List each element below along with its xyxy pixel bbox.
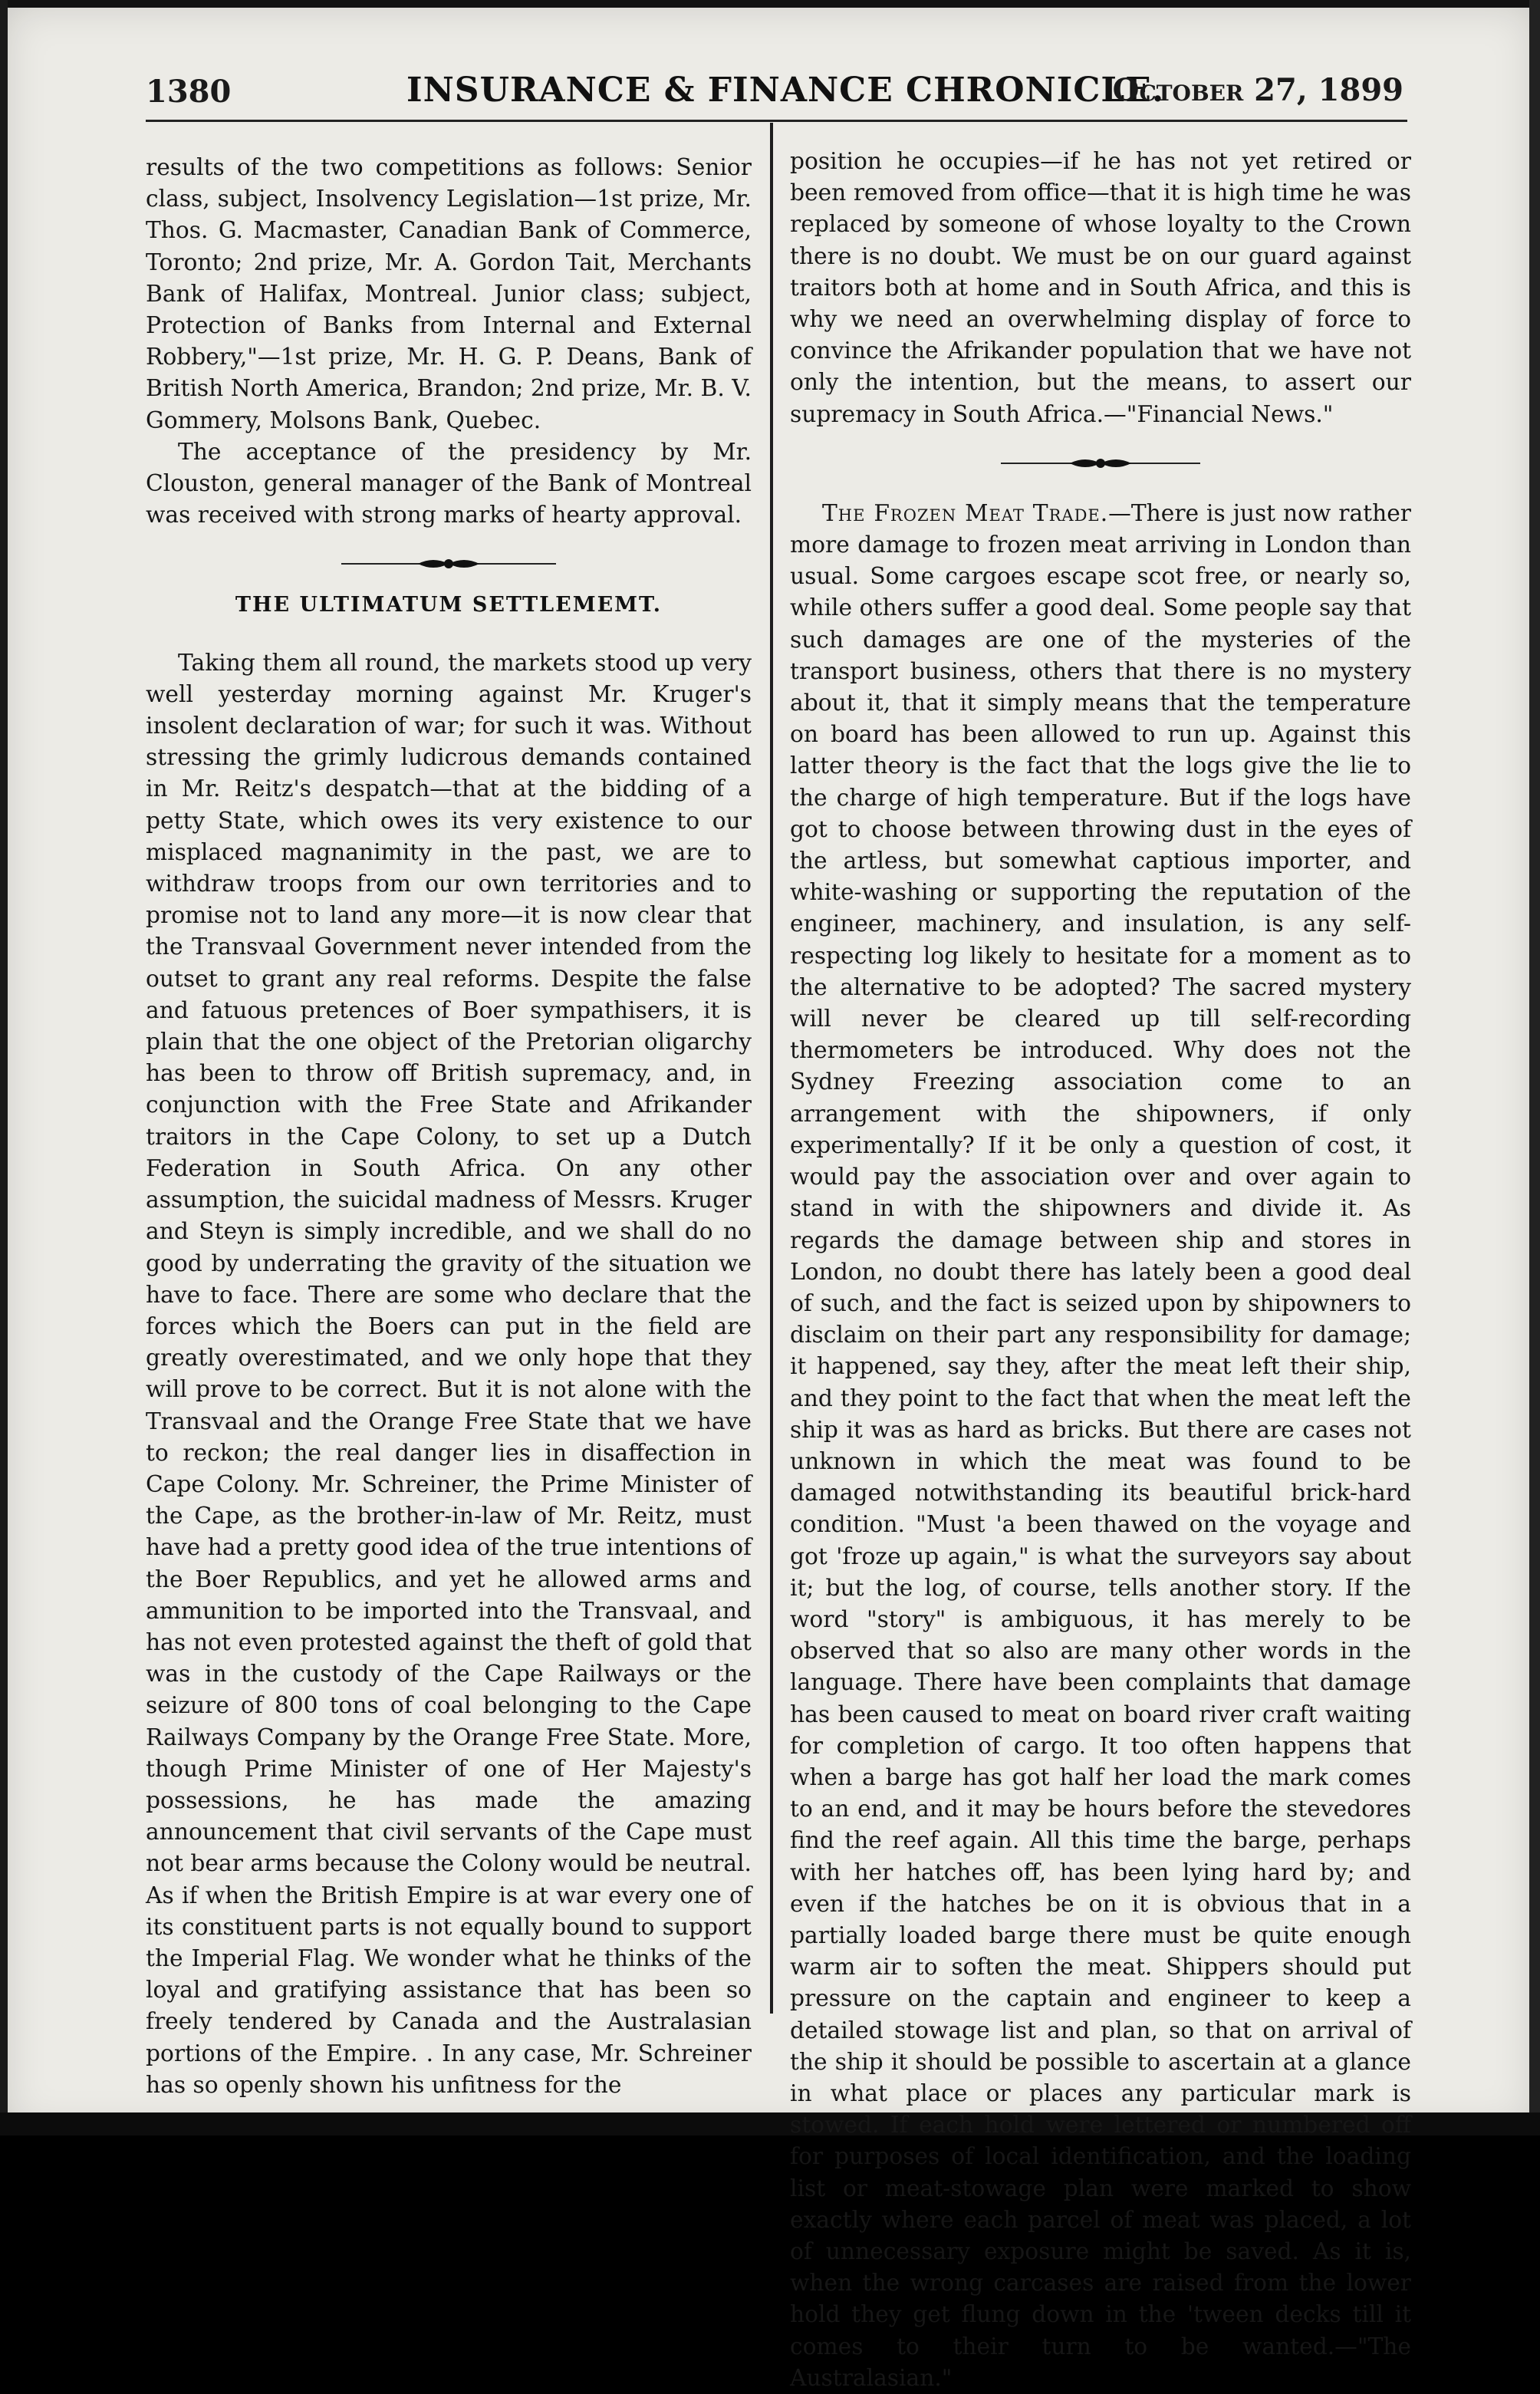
paragraph: Taking them all round, the markets stood up very well yesterday morning against Mr. Kruger's insolent declaration of war; for such it was. Without stressing the grimly ludicrous demands contained in Mr. Reitz's despatch—that at the bidding of a petty State, which owes its very existence to our misplaced magnanimity in the past, we are to withdraw troops from our own territories and to promise not to land any more—it is now clear that the Transvaal Government never intended from the outset to grant any real reforms. Despite the false and fatuous pretences of Boer sympathisers, it is plain that the one object of the Pretorian oligarchy has been to throw off British supremacy, and, in conjunction with the Free State and Afrikander traitors in the Cape Colony, to set up a Dutch Federation in South Africa. On any other assumption, the suicidal madness of Messrs. Kruger and Steyn is simply incredible, and we shall do no good by underrating the gravity of the situation we have to face. There are some who declare that the forces which the Boers can put in the field are greatly overestimated, and we only hope that they will prove to be correct. But it is not alone with the Transvaal and the Orange Free State that we have to reckon; the real danger lies in disaffection in Cape Colony. Mr. Schreiner, the Prime Minister of the Cape, as the brother-in-law of Mr. Reitz, must have had a pretty good idea of the true intentions of the Boer Republics, and yet he allowed arms and ammunition to be imported into the Transvaal, and has not even protested against the theft of gold that was in the custody of the Cape Railways or the seizure of 800 tons of coal belonging to the Cape Railways Company by the Orange Free State. More, though Prime Minister of one of Her Majesty's possessions, he has made the amazing announcement that civil servants of the Cape must not bear arms because the Colony would be neutral. As if when the British Empire is at war every one of its constituent parts is not equally bound to support the Imperial Flag. We wonder what he thinks of the loyal and gratifying assistance that has been so freely tendered by Canada and the Australasian portions of the Empire. . In any case, Mr. Schreiner has so openly shown his unfitness for the <box>146 649 752 2099</box>
paragraph: The acceptance of the presidency by Mr. Clouston, general manager of the Bank of Montreal was received with strong marks of hearty approval. <box>146 438 752 529</box>
scan-edge-right <box>1529 0 1540 2136</box>
paragraph: results of the two competitions as follows: Senior class, subject, Insolvency Legislation—1st prize, Mr. Thos. G. Macmaster, Canadian Bank of Commerce, Toronto; 2nd prize, Mr. A. Gordon Tait, Merchants Bank of Halifax, Montreal. Junior class; subject, Protection of Banks from Internal and External Robbery,"—1st prize, Mr. H. G. P. Deans, Bank of British North America, Brandon; 2nd prize, Mr. B. V. Gommery, Molsons Bank, Quebec. <box>146 154 752 434</box>
issue-date: October 27, 1899 <box>1112 72 1403 108</box>
right-column <box>790 146 1411 2394</box>
running-head <box>146 68 1403 114</box>
article-heading: THE ULTIMATUM SETTLEMEMT. <box>235 593 663 617</box>
left-column <box>146 152 752 2101</box>
page-number: 1380 <box>146 74 232 110</box>
ornament-divider-icon <box>341 552 556 575</box>
paragraph: position he occupies—if he has not yet retired or been removed from office—that it is high time he was replaced by someone of whose loyalty to the Crown there is no doubt. We must be on our guard against traitors both at home and in South Africa, and this is why we need an overwhelming display of force to convince the Afrikander population that we have not only the intention, but the means, to assert our supremacy in South Africa.—"Financial News." <box>790 148 1411 428</box>
article-body: —There is just now rather more damage to frozen meat arriving in London than usual. Some cargoes escape scot free, or nearly so, while others suffer a good deal. Some people say that such damages are one of the mysteries of the transport business, others that there is no mystery about it, that it simply means that the temperature on board has been allowed to run up. Against this latter theory is the fact that the logs give the lie to the charge of high temperature. But if the logs have got to choose between throwing dust in the eyes of the artless, but somewhat captious importer, and white-washing or supporting the reputation of the engineer, machinery, and insulation, is any self-respecting log likely to hesitate for a moment as to the alternative to be adopted? The sacred mystery will never be cleared up till self-recording thermometers be introduced. Why does not the Sydney Freezing association come to an arrangement with the shipowners, if only experimentally? If it be only a question of cost, it would pay the association over and over again to stand in with the shipowners and divide it. As regards the damage between ship and stores in London, no doubt there has lately been a good deal of such, and the fact is seized upon by shipowners to disclaim on their part any responsibility for damage; it happened, say they, after the meat left their ship, and they point to the fact that when the meat left the ship it was as hard as bricks. But there are cases not unknown in which the meat was found to be damaged notwithstanding its beautiful brick-hard condition. "Must 'a been thawed on the voyage and got 'froze up again," is what the surveyors say about it; but the log, of course, tells another story. If the word "story" is ambiguous, it has merely to be observed that so also are many other words in the language. There have been complaints that damage has been caused to meat on board river craft waiting for completion of cargo. It too often happens that when a barge has got half her load the mark comes to an end, and it may be hours before the stevedores find the reef again. All this time the barge, perhaps with her hatches off, has been lying hard by; and even if the hatches be on it is obvious that in a partially loaded barge there must be quite enough warm air to soften the meat. Shippers should put pressure on the captain and engineer to keep a detailed stowage list and plan, so that on arrival of the ship it should be possible to ascertain at a glance in what place or places any particular mark is stowed. If each hold were lettered or numbered off for purposes of local identification, and the loading list or meat-stowage plan were marked to show exactly where each parcel of meat was placed, a lot of unnecessary exposure might be saved. As it is, when the wrong carcases are raised from the lower hold they get flung down in the 'tween decks till it comes to their turn to be wanted.—"The Australasian." <box>790 499 1411 2392</box>
article-lead: The Frozen Meat Trade. <box>822 499 1109 527</box>
paragraph <box>790 498 1411 2394</box>
scan-edge-top <box>0 0 1540 8</box>
column-rule <box>770 123 773 2014</box>
journal-title: INSURANCE & FINANCE CHRONICLE. <box>406 71 1165 110</box>
scan-edge-left <box>0 0 8 2136</box>
header-rule <box>146 120 1407 122</box>
ornament-divider-icon <box>1001 452 1200 475</box>
